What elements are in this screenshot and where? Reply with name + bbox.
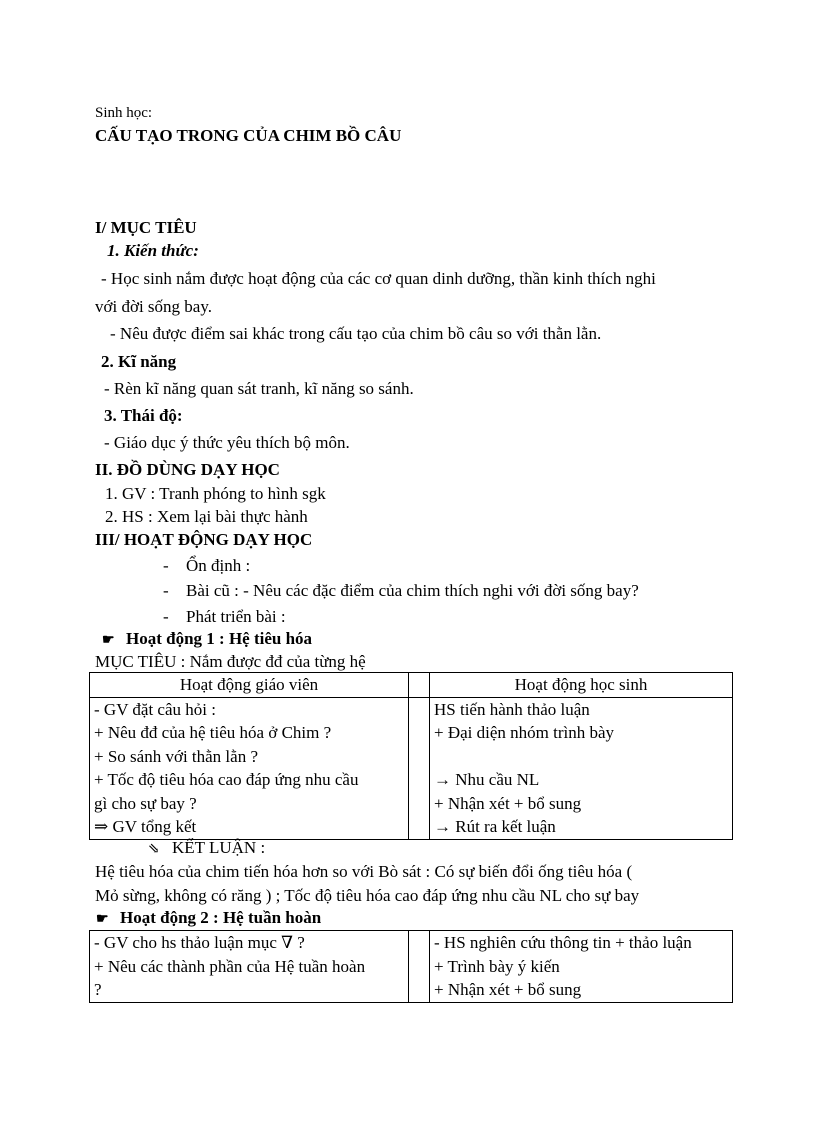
step-1: Ổn định : (186, 556, 251, 575)
activity-1-table (89, 672, 733, 840)
student-line: → Rút ra kết luận (434, 817, 556, 836)
table-header-row (90, 673, 733, 698)
knowledge-heading: 1. Kiến thức: (107, 241, 199, 260)
table-row (90, 931, 733, 1003)
knowledge-text-1a: - Học sinh nắm được hoạt động của các cơ quan dinh dưỡng, thần kinh thích nghi (101, 269, 656, 288)
student-line: + Trình bày ý kiến (434, 956, 560, 976)
teacher-line: - GV đặt câu hỏi : (94, 699, 216, 719)
step-dash-3: - (163, 607, 169, 626)
conclusion-text-a: Hệ tiêu hóa của chim tiến hóa hơn so với Bò sát : Có sự biến đổi ống tiêu hóa ( (95, 862, 633, 881)
teacher-line: + So sánh với thằn lằn ? (94, 746, 258, 766)
step-2: Bài cũ : - Nêu các đặc điểm của chim thích nghi với đời sống bay? (186, 581, 639, 600)
col-header-student: Hoạt động học sinh (430, 673, 733, 698)
activity-1-objective: MỤC TIÊU : Nắm được đđ của từng hệ (95, 652, 366, 671)
knowledge-text-2: - Nêu được điểm sai khác trong cấu tạo của chim bồ câu so với thằn lằn. (110, 324, 602, 343)
activity-2-title: Hoạt động 2 : Hệ tuần hoàn (120, 908, 322, 927)
student-cell (430, 931, 733, 1003)
page-title: CẤU TẠO TRONG CỦA CHIM BỒ CÂU (95, 126, 402, 145)
teacher-cell (90, 931, 409, 1003)
skills-text: - Rèn kĩ năng quan sát tranh, kĩ năng so sánh. (104, 379, 414, 398)
teacher-line: + Tốc độ tiêu hóa cao đáp ứng nhu cầu (94, 770, 359, 789)
table-row (90, 697, 733, 839)
materials-item-1: 1. GV : Tranh phóng to hình sgk (105, 484, 326, 503)
table-gap-cell (409, 673, 430, 698)
table-gap-cell (409, 697, 430, 839)
pointing-hand-icon: ☛ (102, 633, 115, 648)
conclusion-label-row (148, 838, 265, 860)
student-line: HS tiến hành thảo luận (434, 699, 590, 719)
step-3: Phát triển bài : (186, 607, 286, 626)
section-activities-heading: III/ HOẠT ĐỘNG DẠY HỌC (95, 530, 313, 549)
arrow-hand-icon: ⇘ (148, 842, 160, 857)
student-line: - HS nghiên cứu thông tin + thảo luận (434, 933, 692, 952)
materials-item-2: 2. HS : Xem lại bài thực hành (105, 507, 308, 526)
section-objectives-heading: I/ MỤC TIÊU (95, 218, 197, 237)
teacher-line: ⇒ GV tổng kết (94, 817, 197, 836)
pointing-hand-icon: ☛ (96, 912, 109, 927)
student-line: + Nhận xét + bổ sung (434, 980, 582, 999)
activity-1-heading (102, 629, 312, 651)
conclusion-label: KẾT LUẬN : (172, 838, 266, 857)
step-dash-2: - (163, 581, 169, 600)
student-cell (430, 697, 733, 839)
activity-1-title: Hoạt động 1 : Hệ tiêu hóa (126, 629, 313, 648)
col-header-teacher: Hoạt động giáo viên (90, 673, 409, 698)
activity-2-table (89, 930, 733, 1003)
teacher-line: ? (94, 980, 102, 999)
teacher-line: - GV cho hs thảo luận mục ∇ ? (94, 933, 305, 952)
attitude-heading: 3. Thái độ: (104, 406, 183, 425)
teacher-cell (90, 697, 409, 839)
teacher-line: gì cho sự bay ? (94, 793, 197, 813)
student-line: + Nhận xét + bổ sung (434, 793, 582, 813)
step-dash-1: - (163, 556, 169, 575)
student-line-empty (434, 745, 728, 769)
student-line: + Đại diện nhóm trình bày (434, 723, 615, 742)
knowledge-text-1b: với đời sống bay. (95, 297, 212, 316)
activity-2-heading (96, 908, 321, 930)
teacher-line: + Nêu các thành phần của Hệ tuần hoàn (94, 956, 366, 976)
student-line: → Nhu cầu NL (434, 770, 540, 789)
teacher-line: + Nêu đđ của hệ tiêu hóa ở Chim ? (94, 723, 332, 742)
attitude-text: - Giáo dục ý thức yêu thích bộ môn. (104, 433, 350, 452)
conclusion-text-b: Mỏ sừng, không có răng ) ; Tốc độ tiêu hóa cao đáp ứng nhu cầu NL cho sự bay (95, 886, 640, 905)
table-gap-cell (409, 931, 430, 1003)
skills-heading: 2. Kĩ năng (101, 352, 177, 371)
subject-label: Sinh học: (95, 105, 153, 121)
section-materials-heading: II. ĐỒ DÙNG DẠY HỌC (95, 460, 280, 479)
